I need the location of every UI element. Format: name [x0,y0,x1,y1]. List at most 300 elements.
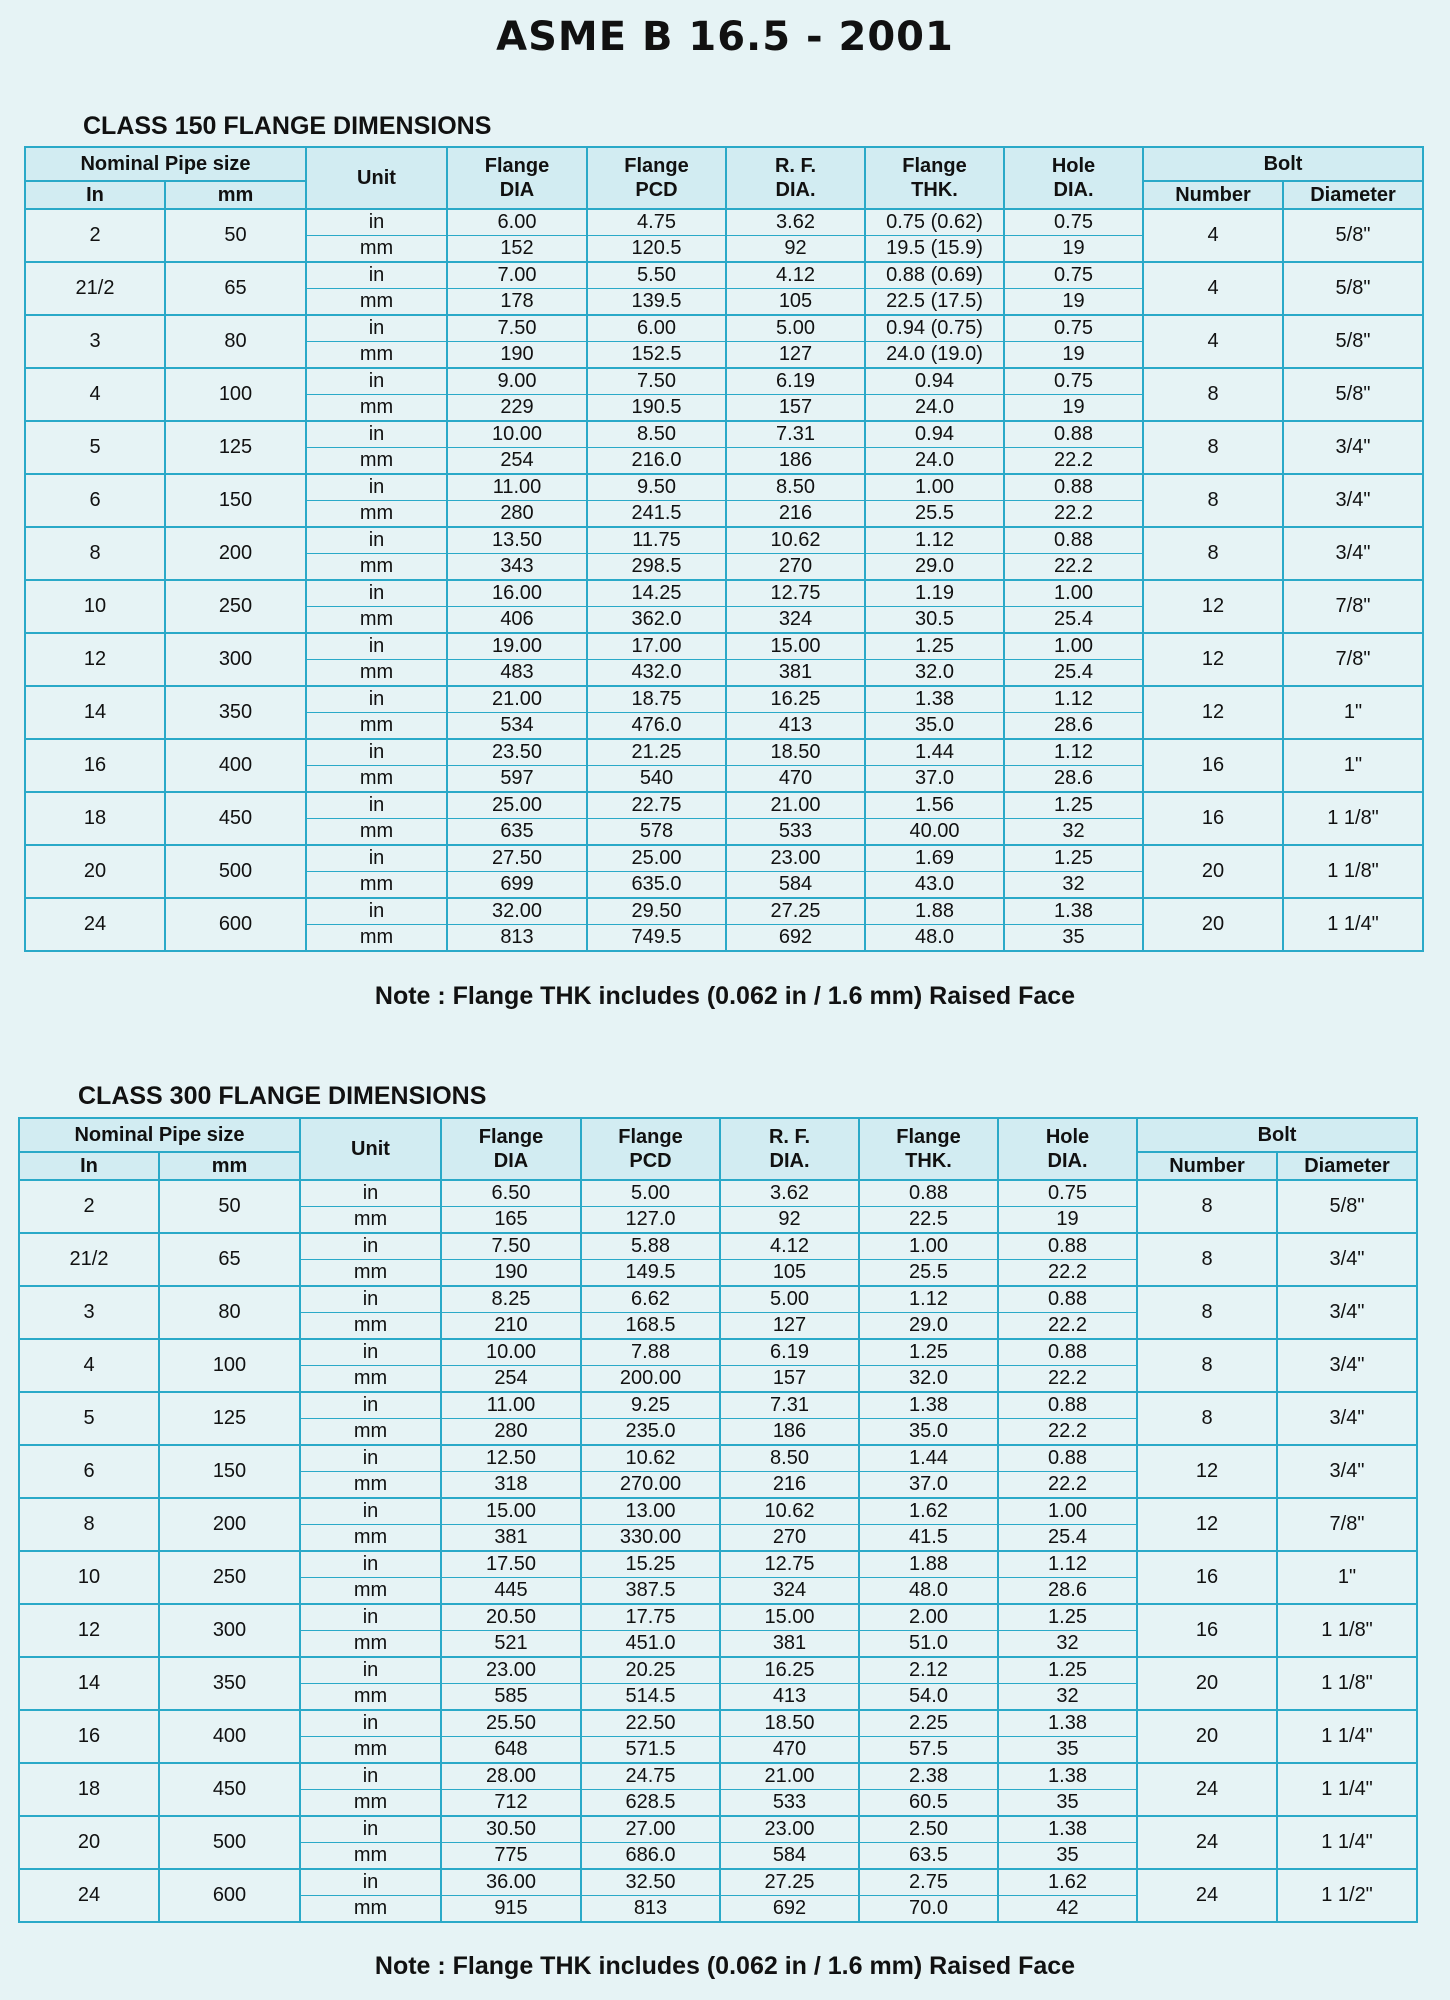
rf-dia-cell: 270 [726,554,865,581]
flange-thk-cell: 48.0 [865,925,1004,952]
rf-dia-cell: 21.00 [720,1763,859,1790]
bolt-number-cell: 8 [1143,368,1283,421]
unit-cell: mm [306,607,447,634]
flange-dia-cell: 11.00 [447,474,587,501]
flange-thk-cell: 1.25 [865,633,1004,660]
flange-pcd-cell: 5.00 [581,1180,720,1207]
bolt-number-cell: 24 [1137,1869,1277,1922]
rf-dia-cell: 10.62 [726,527,865,554]
class300-title: CLASS 300 FLANGE DIMENSIONS [78,1082,487,1110]
bolt-diameter-cell: 3/4" [1277,1286,1417,1339]
hole-dia-cell: 42 [998,1896,1137,1923]
flange-thk-cell: 0.88 (0.69) [865,262,1004,289]
flange-dia-cell: 521 [441,1631,581,1658]
unit-header: Unit [306,147,447,209]
flange-thk-cell: 1.62 [859,1498,998,1525]
bolt-number-cell: 16 [1143,792,1283,845]
nps-mm-cell: 300 [165,633,306,686]
flange-pcd-cell: 152.5 [587,342,726,369]
flange-dia-header-line2: DIA [499,179,535,201]
rf-dia-cell: 127 [720,1313,859,1340]
hole-dia-cell: 35 [1004,925,1143,952]
hole-dia-cell: 1.38 [998,1816,1137,1843]
flange-thk-cell: 51.0 [859,1631,998,1658]
hole-dia-cell: 0.75 [1004,262,1143,289]
nps-in-cell: 21/2 [25,262,165,315]
flange-pcd-cell: 6.00 [587,315,726,342]
class300-body [19,1180,1417,1922]
hole-dia-header [998,1118,1137,1180]
table-row [19,1763,1417,1790]
nps-in-cell: 2 [19,1180,159,1233]
flange-thk-cell: 1.69 [865,845,1004,872]
class150-note: Note : Flange THK includes (0.062 in / 1.6 mm) Raised Face [374,982,1076,1010]
nps-mm-cell: 500 [159,1816,300,1869]
flange-pcd-cell: 8.50 [587,421,726,448]
flange-thk-cell: 1.12 [859,1286,998,1313]
flange-thk-cell: 48.0 [859,1578,998,1605]
flange-pcd-cell: 387.5 [581,1578,720,1605]
table-row [25,315,1423,342]
bolt-number-cell: 8 [1143,527,1283,580]
flange-pcd-cell: 9.50 [587,474,726,501]
flange-pcd-cell: 20.25 [581,1657,720,1684]
flange-pcd-cell: 190.5 [587,395,726,422]
flange-pcd-cell: 5.50 [587,262,726,289]
unit-cell: mm [300,1578,441,1605]
nps-mm-cell: 350 [165,686,306,739]
rf-dia-cell: 5.00 [726,315,865,342]
rf-dia-cell: 324 [720,1578,859,1605]
unit-cell: mm [300,1790,441,1817]
nps-in-cell: 16 [25,739,165,792]
flange-thk-cell: 54.0 [859,1684,998,1711]
bolt-diameter-cell: 5/8" [1283,368,1423,421]
hole-dia-cell: 0.88 [1004,421,1143,448]
class150-body [25,209,1423,951]
table-row [19,1445,1417,1472]
table-row [19,1498,1417,1525]
unit-cell: in [300,1657,441,1684]
flange-pcd-cell: 24.75 [581,1763,720,1790]
flange-pcd-cell: 10.62 [581,1445,720,1472]
nps-in-cell: 2 [25,209,165,262]
nps-in-cell: 16 [19,1710,159,1763]
flange-dia-cell: 28.00 [441,1763,581,1790]
hole-dia-header [1004,147,1143,209]
flange-thk-header-line2: THK. [911,179,958,201]
bolt-number-cell: 20 [1137,1710,1277,1763]
flange-dia-cell: 280 [441,1419,581,1446]
flange-dia-cell: 36.00 [441,1869,581,1896]
flange-pcd-cell: 7.88 [581,1339,720,1366]
unit-cell: in [306,898,447,925]
rf-dia-cell: 533 [726,819,865,846]
nps-in-header: In [25,181,165,209]
flange-dia-cell: 813 [447,925,587,952]
unit-cell: in [300,1180,441,1207]
flange-pcd-cell: 7.50 [587,368,726,395]
flange-pcd-header-line1: Flange [624,155,689,177]
rf-dia-cell: 584 [726,872,865,899]
bolt-number-cell: 16 [1137,1551,1277,1604]
table-row [25,209,1423,236]
bolt-diameter-cell: 1" [1277,1551,1417,1604]
flange-pcd-cell: 235.0 [581,1419,720,1446]
flange-pcd-header-line2: PCD [629,1150,672,1172]
rf-dia-cell: 4.12 [720,1233,859,1260]
table-row [25,739,1423,766]
rf-dia-cell: 5.00 [720,1286,859,1313]
flange-pcd-cell: 298.5 [587,554,726,581]
flange-thk-cell: 35.0 [859,1419,998,1446]
flange-dia-header [441,1118,581,1180]
flange-thk-cell: 2.00 [859,1604,998,1631]
hole-dia-cell: 1.12 [1004,686,1143,713]
bolt-number-cell: 8 [1137,1233,1277,1286]
hole-dia-cell: 22.2 [1004,554,1143,581]
rf-dia-header [720,1118,859,1180]
flange-thk-cell: 0.94 (0.75) [865,315,1004,342]
flange-dia-cell: 280 [447,501,587,528]
bolt-number-cell: 24 [1137,1816,1277,1869]
flange-dia-cell: 6.50 [441,1180,581,1207]
hole-dia-cell: 0.75 [1004,209,1143,236]
flange-dia-cell: 32.00 [447,898,587,925]
nps-in-cell: 12 [25,633,165,686]
bolt-number-cell: 20 [1143,845,1283,898]
flange-pcd-cell: 168.5 [581,1313,720,1340]
hole-dia-cell: 35 [998,1790,1137,1817]
unit-cell: in [300,1339,441,1366]
flange-thk-cell: 57.5 [859,1737,998,1764]
hole-dia-cell: 1.00 [998,1498,1137,1525]
bolt-number-cell: 16 [1143,739,1283,792]
flange-thk-cell: 70.0 [859,1896,998,1923]
nps-mm-cell: 400 [159,1710,300,1763]
hole-dia-cell: 1.62 [998,1869,1137,1896]
nps-mm-cell: 150 [159,1445,300,1498]
flange-dia-cell: 585 [441,1684,581,1711]
unit-cell: in [300,1233,441,1260]
flange-pcd-cell: 514.5 [581,1684,720,1711]
unit-header: Unit [300,1118,441,1180]
flange-dia-cell: 381 [441,1525,581,1552]
unit-cell: in [300,1498,441,1525]
unit-cell: mm [306,342,447,369]
flange-dia-cell: 16.00 [447,580,587,607]
hole-dia-cell: 35 [998,1737,1137,1764]
rf-dia-cell: 186 [726,448,865,475]
table-row [25,898,1423,925]
hole-dia-cell: 1.25 [1004,845,1143,872]
bolt-header: Bolt [1143,147,1423,181]
rf-dia-cell: 413 [720,1684,859,1711]
rf-dia-cell: 6.19 [720,1339,859,1366]
unit-cell: mm [306,448,447,475]
unit-cell: in [306,421,447,448]
bolt-diameter-cell: 3/4" [1283,474,1423,527]
bolt-diameter-cell: 5/8" [1277,1180,1417,1233]
flange-dia-cell: 23.00 [441,1657,581,1684]
bolt-diameter-cell: 1" [1283,739,1423,792]
nps-in-cell: 5 [19,1392,159,1445]
hole-dia-cell: 32 [998,1631,1137,1658]
hole-dia-cell: 32 [1004,872,1143,899]
unit-cell: mm [306,289,447,316]
rf-dia-cell: 324 [726,607,865,634]
nps-in-cell: 21/2 [19,1233,159,1286]
table-row [19,1657,1417,1684]
nominal-pipe-size-header: Nominal Pipe size [25,147,306,181]
bolt-diameter-cell: 1 1/8" [1277,1657,1417,1710]
flange-dia-cell: 699 [447,872,587,899]
bolt-number-cell: 8 [1143,421,1283,474]
flange-thk-cell: 1.44 [865,739,1004,766]
flange-pcd-cell: 362.0 [587,607,726,634]
hole-dia-cell: 22.2 [1004,448,1143,475]
unit-cell: in [300,1763,441,1790]
unit-cell: in [306,845,447,872]
nps-mm-cell: 200 [165,527,306,580]
rf-dia-header-line2: DIA. [775,179,816,201]
unit-cell: in [306,580,447,607]
rf-dia-cell: 3.62 [720,1180,859,1207]
bolt-diameter-cell: 1 1/2" [1277,1869,1417,1922]
rf-dia-header [726,147,865,209]
flange-thk-cell: 1.25 [859,1339,998,1366]
flange-dia-cell: 190 [447,342,587,369]
rf-dia-cell: 10.62 [720,1498,859,1525]
hole-dia-header-line2: DIA. [1047,1150,1088,1172]
table-row [19,1869,1417,1896]
bolt-diameter-cell: 3/4" [1283,527,1423,580]
nps-in-cell: 10 [19,1551,159,1604]
hole-dia-cell: 1.25 [998,1657,1137,1684]
flange-pcd-cell: 270.00 [581,1472,720,1499]
hole-dia-cell: 19 [1004,289,1143,316]
flange-thk-header [859,1118,998,1180]
flange-dia-cell: 23.50 [447,739,587,766]
flange-dia-cell: 210 [441,1313,581,1340]
unit-cell: mm [306,395,447,422]
flange-thk-cell: 0.75 (0.62) [865,209,1004,236]
rf-dia-cell: 15.00 [720,1604,859,1631]
flange-thk-cell: 29.0 [859,1313,998,1340]
flange-thk-cell: 2.38 [859,1763,998,1790]
bolt-diameter-cell: 7/8" [1283,580,1423,633]
bolt-number-cell: 12 [1143,686,1283,739]
rf-dia-cell: 105 [726,289,865,316]
flange-thk-cell: 1.12 [865,527,1004,554]
flange-dia-cell: 21.00 [447,686,587,713]
nps-in-cell: 20 [25,845,165,898]
bolt-diameter-cell: 1 1/4" [1277,1763,1417,1816]
hole-dia-cell: 1.38 [998,1710,1137,1737]
hole-dia-cell: 19 [1004,236,1143,263]
bolt-diameter-cell: 7/8" [1277,1498,1417,1551]
flange-dia-cell: 254 [447,448,587,475]
unit-cell: mm [306,660,447,687]
unit-cell: in [300,1710,441,1737]
flange-thk-cell: 25.5 [859,1260,998,1287]
table-row [19,1551,1417,1578]
rf-dia-cell: 216 [720,1472,859,1499]
hole-dia-cell: 22.2 [998,1366,1137,1393]
nps-mm-cell: 125 [165,421,306,474]
bolt-diameter-header: Diameter [1283,181,1423,209]
flange-thk-cell: 0.88 [859,1180,998,1207]
flange-dia-cell: 7.00 [447,262,587,289]
rf-dia-cell: 27.25 [720,1869,859,1896]
rf-dia-cell: 92 [726,236,865,263]
rf-dia-cell: 4.12 [726,262,865,289]
nps-in-cell: 14 [25,686,165,739]
rf-dia-cell: 584 [720,1843,859,1870]
rf-dia-cell: 21.00 [726,792,865,819]
nps-mm-cell: 100 [159,1339,300,1392]
flange-pcd-cell: 25.00 [587,845,726,872]
hole-dia-cell: 0.88 [1004,474,1143,501]
flange-dia-cell: 406 [447,607,587,634]
unit-cell: mm [300,1631,441,1658]
hole-dia-cell: 1.00 [1004,580,1143,607]
flange-dia-cell: 12.50 [441,1445,581,1472]
flange-pcd-cell: 813 [581,1896,720,1923]
nps-mm-header: mm [165,181,306,209]
hole-dia-cell: 32 [1004,819,1143,846]
unit-cell: mm [300,1207,441,1234]
flange-pcd-cell: 139.5 [587,289,726,316]
rf-dia-cell: 186 [720,1419,859,1446]
flange-pcd-cell: 14.25 [587,580,726,607]
rf-dia-cell: 6.19 [726,368,865,395]
hole-dia-cell: 0.88 [998,1339,1137,1366]
nps-mm-cell: 50 [165,209,306,262]
hole-dia-cell: 1.12 [1004,739,1143,766]
flange-thk-cell: 25.5 [865,501,1004,528]
nps-in-cell: 10 [25,580,165,633]
flange-pcd-cell: 11.75 [587,527,726,554]
flange-thk-cell: 41.5 [859,1525,998,1552]
rf-dia-cell: 23.00 [726,845,865,872]
flange-pcd-cell: 540 [587,766,726,793]
flange-pcd-cell: 628.5 [581,1790,720,1817]
rf-dia-cell: 12.75 [726,580,865,607]
table-row [25,580,1423,607]
bolt-diameter-cell: 3/4" [1277,1392,1417,1445]
table-row [19,1286,1417,1313]
unit-cell: mm [300,1313,441,1340]
nps-in-cell: 4 [25,368,165,421]
bolt-number-cell: 12 [1137,1498,1277,1551]
nps-mm-cell: 150 [165,474,306,527]
flange-dia-cell: 8.25 [441,1286,581,1313]
flange-pcd-cell: 29.50 [587,898,726,925]
bolt-number-cell: 12 [1143,580,1283,633]
hole-dia-cell: 22.2 [998,1472,1137,1499]
hole-dia-cell: 25.4 [998,1525,1137,1552]
flange-thk-cell: 1.38 [859,1392,998,1419]
unit-cell: mm [300,1260,441,1287]
rf-dia-cell: 8.50 [720,1445,859,1472]
flange-pcd-header-line1: Flange [618,1126,683,1148]
nps-in-cell: 8 [19,1498,159,1551]
flange-thk-cell: 1.56 [865,792,1004,819]
bolt-diameter-cell: 1 1/8" [1283,792,1423,845]
nps-in-cell: 18 [19,1763,159,1816]
flange-pcd-cell: 5.88 [581,1233,720,1260]
flange-pcd-cell: 9.25 [581,1392,720,1419]
hole-dia-cell: 28.6 [998,1578,1137,1605]
bolt-diameter-cell: 5/8" [1283,315,1423,368]
flange-dia-cell: 483 [447,660,587,687]
table-row [25,792,1423,819]
nps-in-cell: 24 [19,1869,159,1922]
flange-thk-cell: 2.50 [859,1816,998,1843]
rf-dia-cell: 216 [726,501,865,528]
flange-dia-cell: 15.00 [441,1498,581,1525]
flange-dia-cell: 635 [447,819,587,846]
bolt-number-cell: 8 [1143,474,1283,527]
flange-thk-header-line1: Flange [902,155,967,177]
flange-dia-header [447,147,587,209]
hole-dia-cell: 22.2 [1004,501,1143,528]
flange-thk-cell: 1.00 [859,1233,998,1260]
bolt-diameter-cell: 1 1/8" [1277,1604,1417,1657]
nps-mm-cell: 500 [165,845,306,898]
flange-pcd-cell: 686.0 [581,1843,720,1870]
nps-in-cell: 3 [19,1286,159,1339]
nps-in-cell: 5 [25,421,165,474]
flange-pcd-cell: 432.0 [587,660,726,687]
nps-mm-cell: 250 [159,1551,300,1604]
flange-thk-cell: 24.0 (19.0) [865,342,1004,369]
flange-dia-cell: 190 [441,1260,581,1287]
flange-pcd-header [587,147,726,209]
flange-thk-cell: 0.94 [865,368,1004,395]
nps-mm-cell: 450 [159,1763,300,1816]
flange-thk-cell: 2.25 [859,1710,998,1737]
hole-dia-cell: 19 [1004,342,1143,369]
flange-thk-cell: 35.0 [865,713,1004,740]
table-row [25,368,1423,395]
flange-dia-cell: 165 [441,1207,581,1234]
bolt-number-cell: 12 [1137,1445,1277,1498]
hole-dia-cell: 22.2 [998,1260,1137,1287]
rf-dia-cell: 16.25 [720,1657,859,1684]
flange-dia-header-line1: Flange [478,1126,544,1148]
hole-dia-cell: 28.6 [1004,713,1143,740]
rf-dia-header-line2: DIA. [769,1150,810,1172]
flange-pcd-cell: 22.75 [587,792,726,819]
flange-dia-cell: 915 [441,1896,581,1923]
nps-mm-cell: 400 [165,739,306,792]
flange-pcd-cell: 635.0 [587,872,726,899]
flange-dia-cell: 254 [441,1366,581,1393]
unit-cell: in [306,527,447,554]
hole-dia-cell: 0.88 [998,1286,1137,1313]
unit-cell: mm [306,554,447,581]
unit-cell: mm [300,1737,441,1764]
unit-cell: in [300,1445,441,1472]
unit-cell: mm [306,819,447,846]
flange-pcd-cell: 13.00 [581,1498,720,1525]
unit-cell: in [306,474,447,501]
bolt-number-cell: 8 [1137,1286,1277,1339]
flange-pcd-cell: 17.75 [581,1604,720,1631]
flange-dia-cell: 318 [441,1472,581,1499]
